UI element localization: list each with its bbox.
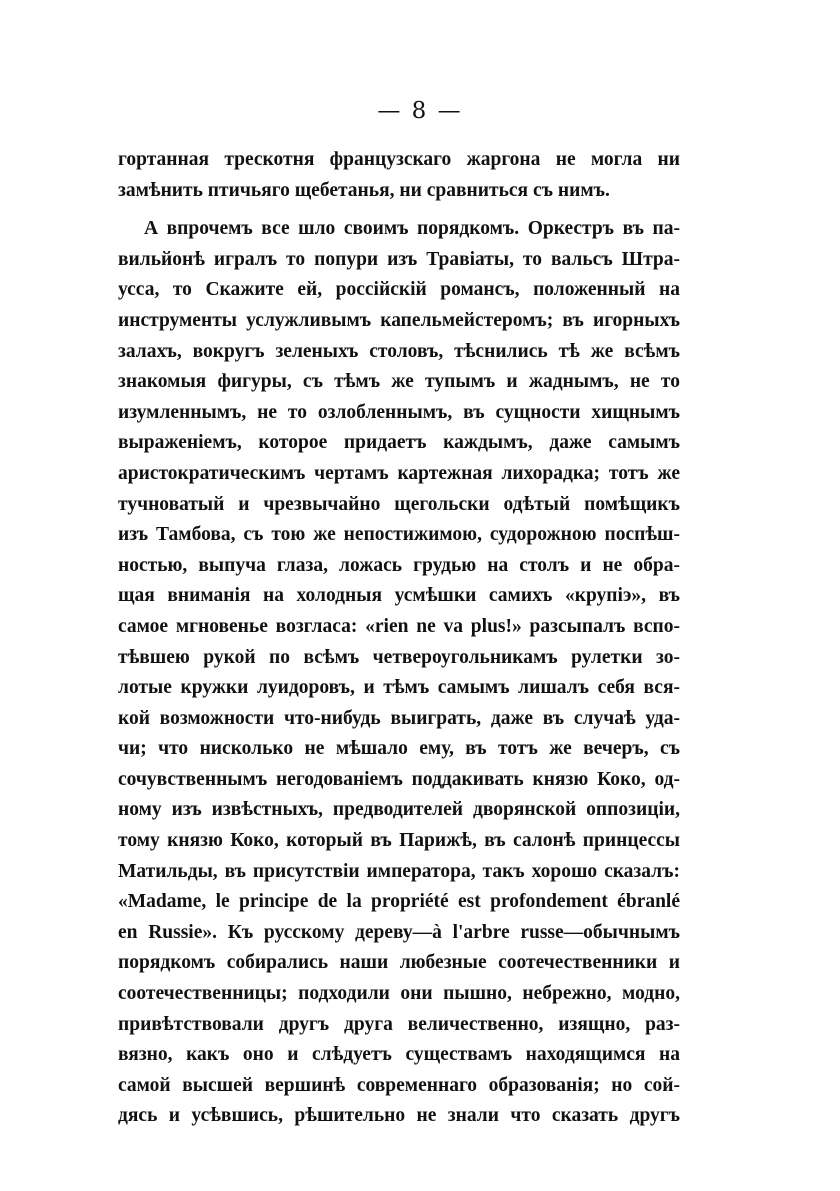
text-line: самой высшей вершинѣ современнаго образованiя; но сой- — [118, 1074, 680, 1096]
text-line: привѣтствовали другъ друга величественно, изящно, раз- — [118, 1013, 680, 1035]
text-line: «Madame, le principe de la propriété est profondement ébranlé — [118, 891, 680, 913]
text-line: инструменты услужливымъ капельмейстеромъ; въ игорныхъ — [118, 309, 680, 331]
text-line: изъ Тамбова, съ тою же непостижимою, судорожною поспѣш- — [118, 524, 680, 546]
text-line: дясь и усѣвшись, рѣшительно не знали что сказать другъ — [118, 1105, 680, 1127]
text-line: аристократическимъ чертамъ картежная лихорадка; тотъ же — [118, 462, 680, 484]
paragraph — [118, 214, 680, 1132]
text-line: замѣнить птичьяго щебетанья, ни сравниться съ нимъ. — [118, 179, 610, 201]
text-line: вязно, какъ оно и слѣдуетъ существамъ находящимся на — [118, 1044, 680, 1066]
text-line: усса, то Скажите ей, россiйскiй романсъ, положенный на — [118, 279, 680, 301]
text-line: залахъ, вокругъ зеленыхъ столовъ, тѣснились тѣ же всѣмъ — [118, 340, 680, 362]
text-line: Матильды, въ присутствiи императора, такъ хорошо сказалъ: — [118, 860, 680, 882]
paragraph — [118, 145, 680, 206]
text-line: тѣвшею рукой по всѣмъ четвероугольникамъ рулетки зо- — [118, 646, 680, 668]
text-line: ностью, выпуча глаза, ложась грудью на столъ и не обра- — [118, 554, 680, 576]
text-line: сочувственнымъ негодованiемъ поддакивать князю Коко, од- — [118, 768, 680, 790]
text-line: тому князю Коко, который въ Парижѣ, въ салонѣ принцессы — [118, 830, 680, 852]
page-text — [118, 145, 680, 1132]
page-number: — 8 — — [377, 98, 463, 124]
text-line: выраженiемъ, которое придаетъ каждымъ, даже самымъ — [118, 432, 680, 454]
text-line: А впрочемъ все шло своимъ порядкомъ. Оркестръ въ па- — [144, 218, 680, 240]
text-line: чи; что нисколько не мѣшало ему, въ тотъ же вечеръ, съ — [118, 738, 680, 760]
text-line: самое мгновенье возгласа: «rien ne va plus!» разсыпалъ вспо- — [118, 615, 680, 637]
text-line: вильйонѣ игралъ то попури изъ Травiаты, то вальсъ Штра- — [118, 248, 680, 270]
text-line: знакомыя фигуры, съ тѣмъ же тупымъ и жаднымъ, не то — [118, 371, 680, 393]
text-line: en Russie». Къ русскому дереву—à l'arbre russe—обычнымъ — [118, 921, 680, 943]
text-line: изумленнымъ, не то озлобленнымъ, въ сущности хищнымъ — [118, 401, 680, 423]
text-line: порядкомъ собирались наши любезные соотечественники и — [118, 952, 680, 974]
text-line: ному изъ извѣстныхъ, предводителей дворянской оппозицiи, — [118, 799, 680, 821]
text-line: кой возможности что-нибудь выиграть, даже въ случаѣ уда- — [118, 707, 680, 729]
text-line: тучноватый и чрезвычайно щегольски одѣтый помѣщикъ — [118, 493, 680, 515]
text-line: соотечественницы; подходили они пышно, небрежно, модно, — [118, 983, 680, 1005]
text-line: гортанная трескотня французскаго жаргона не могла ни — [118, 149, 680, 170]
text-line: лотые кружки луидоровъ, и тѣмъ самымъ лишалъ себя вся- — [118, 677, 680, 699]
text-line: щая вниманiя на холодныя усмѣшки самихъ «крупiэ», въ — [118, 585, 680, 607]
